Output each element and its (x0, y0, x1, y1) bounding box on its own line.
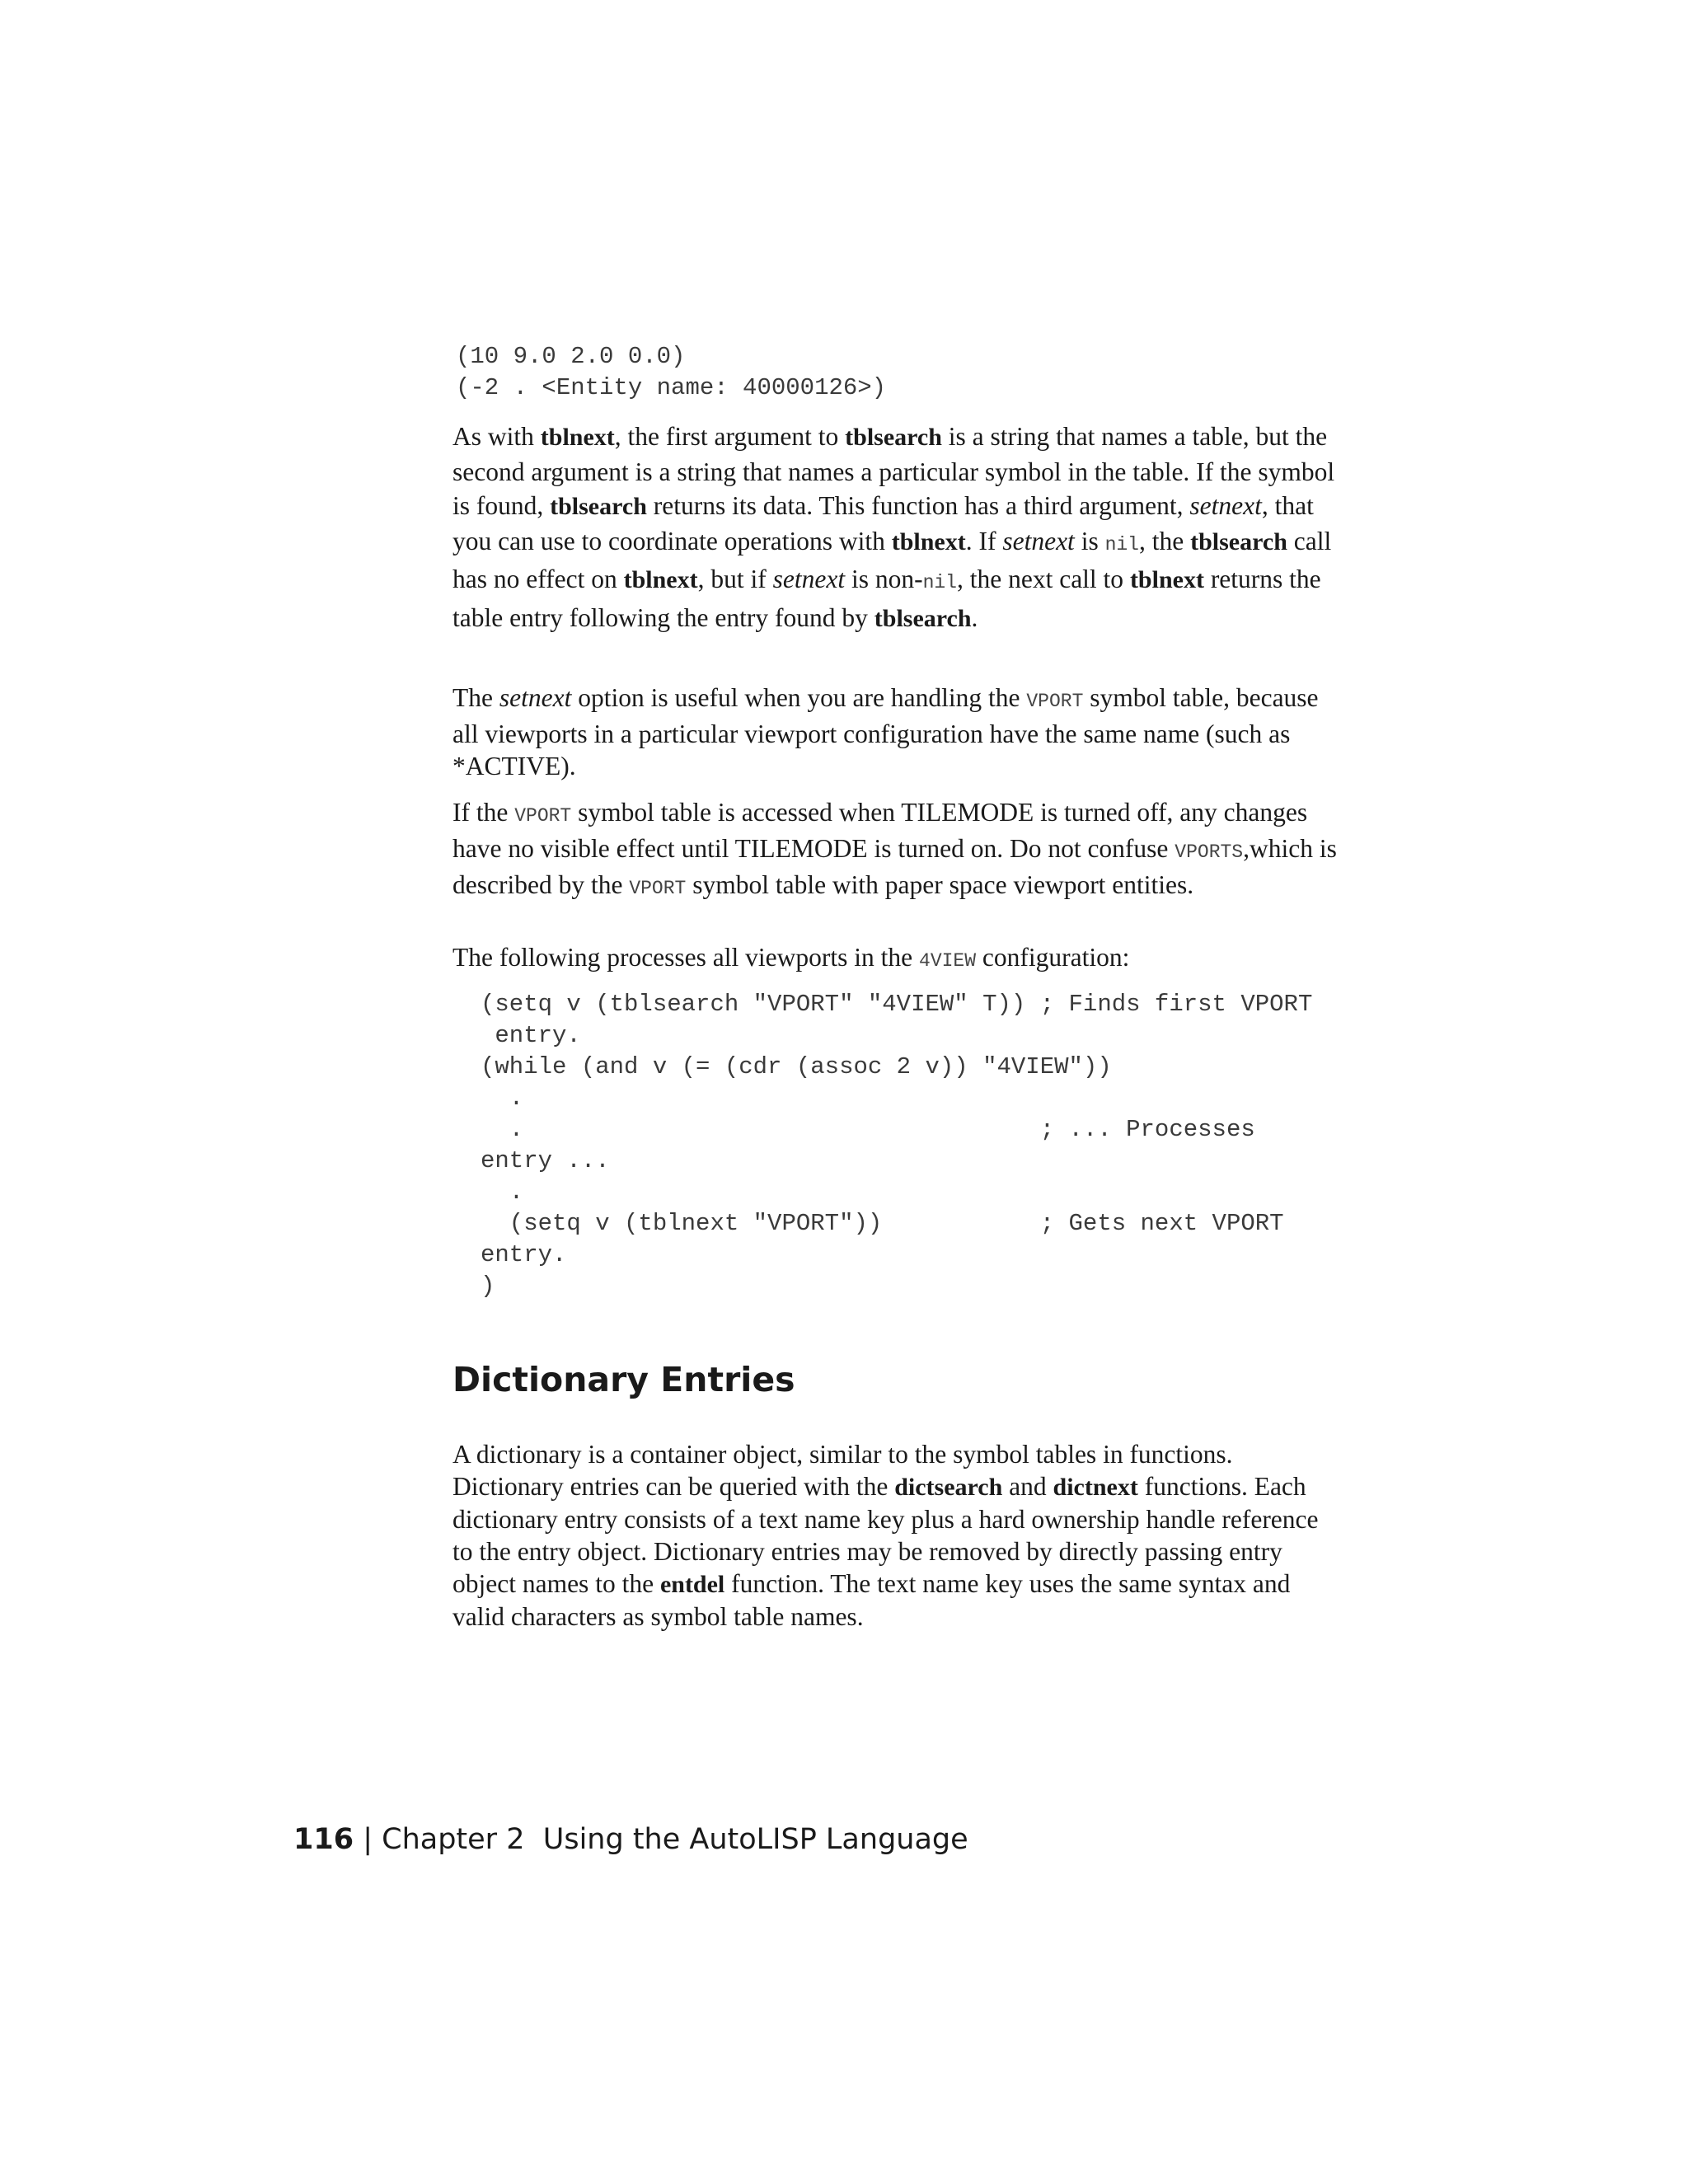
inline-code: VPORT (514, 805, 572, 827)
text: . If (965, 526, 1003, 555)
footer-separator: | (363, 1823, 373, 1856)
text: returns its data. This function has a third argument, (646, 491, 1190, 520)
inline-code: nil (1104, 533, 1139, 555)
text: , that you can use to coordinate operations with (452, 491, 1314, 555)
inline-code: VPORTS (1175, 841, 1244, 863)
paragraph-4view-intro (452, 940, 1343, 979)
text: The (452, 683, 499, 712)
text: , the first argument to (614, 422, 846, 451)
text: symbol table with paper space viewport entities. (686, 870, 1194, 899)
text: symbol table, because all viewports in a particular viewport configuration have the same name (such as *ACTIVE). (452, 683, 1319, 780)
function-name: dictnext (1053, 1474, 1138, 1501)
section-heading: Dictionary Entries (452, 1360, 795, 1399)
function-name: tblnext (1129, 566, 1204, 593)
function-name: tblnext (891, 527, 966, 555)
text: and (1002, 1472, 1053, 1501)
paragraph-tblsearch (452, 419, 1343, 635)
function-name: entdel (659, 1571, 725, 1598)
paragraph-tilemode (452, 796, 1343, 905)
footer-chapter: Chapter 2 (382, 1823, 525, 1856)
function-name: dictsearch (894, 1474, 1003, 1501)
page-number: 116 (293, 1823, 354, 1856)
argument-name: setnext (1189, 491, 1262, 520)
text: configuration: (976, 943, 1130, 972)
function-name: tblsearch (1190, 527, 1287, 555)
paragraph-dictionary-entries (452, 1438, 1343, 1633)
text: is non- (845, 565, 923, 593)
text: is a string that names a table, but the second argument is a string that names a particular symbol in the table. If the symbol is found, (452, 422, 1335, 520)
function-name: tblsearch (874, 604, 972, 632)
function-name: tblnext (623, 566, 698, 593)
code-block-entity-data: (10 9.0 2.0 0.0) (-2 . <Entity name: 40000126>) (456, 343, 887, 401)
inline-code: VPORT (629, 878, 687, 899)
argument-name: setnext (499, 683, 572, 712)
text: function. The text name key uses the same syntax and valid characters as symbol table names. (452, 1569, 1291, 1631)
text: The following processes all viewports in the (452, 943, 920, 972)
text: option is useful when you are handling the (571, 683, 1027, 712)
function-name: tblsearch (845, 424, 942, 451)
footer-chapter-title: Using the AutoLISP Language (542, 1823, 968, 1856)
text: returns the table entry following the entry found by (452, 565, 1321, 632)
text: symbol table is accessed when TILEMODE is turned off, any changes have no visible effect until TILEMODE is turned on. Do not confuse (452, 798, 1308, 863)
code-block-viewport-loop: (setq v (tblsearch "VPORT" "4VIEW" T)) ; Finds first VPORT entry. (while (and v (= (cdr (assoc 2 v)) "4VIEW")) . . ; ... Processes entry ... . (setq v (tblnext "VPORT")) ; Gets next VPORT entry. ) (481, 991, 1313, 1300)
page-footer (293, 1823, 968, 1856)
paragraph-setnext-option (452, 682, 1343, 782)
inline-code: nil (922, 572, 957, 593)
function-name: tblsearch (550, 493, 647, 520)
text: call has no effect on (452, 526, 1332, 593)
argument-name: setnext (1002, 526, 1075, 555)
text: , the next call to (957, 565, 1130, 593)
argument-name: setnext (772, 565, 846, 593)
text: If the (452, 798, 515, 827)
text: functions. Each dictionary entry consists of a text name key plus a hard ownership handle reference to the entry object. Dictionary entries may be removed by directly passing entry object names to the (452, 1472, 1319, 1598)
text: is (1074, 526, 1105, 555)
text: ,which is described by the (452, 834, 1337, 899)
text: , but if (697, 565, 773, 593)
function-name: tblnext (540, 424, 615, 451)
text: A dictionary is a container object, similar to the symbol tables in functions. Dictionary entries can be queried with the (452, 1440, 1233, 1501)
text: . (971, 602, 978, 632)
inline-code: 4VIEW (919, 950, 977, 972)
inline-code: VPORT (1026, 691, 1084, 712)
text: , the (1139, 526, 1191, 555)
text: As with (452, 422, 541, 451)
